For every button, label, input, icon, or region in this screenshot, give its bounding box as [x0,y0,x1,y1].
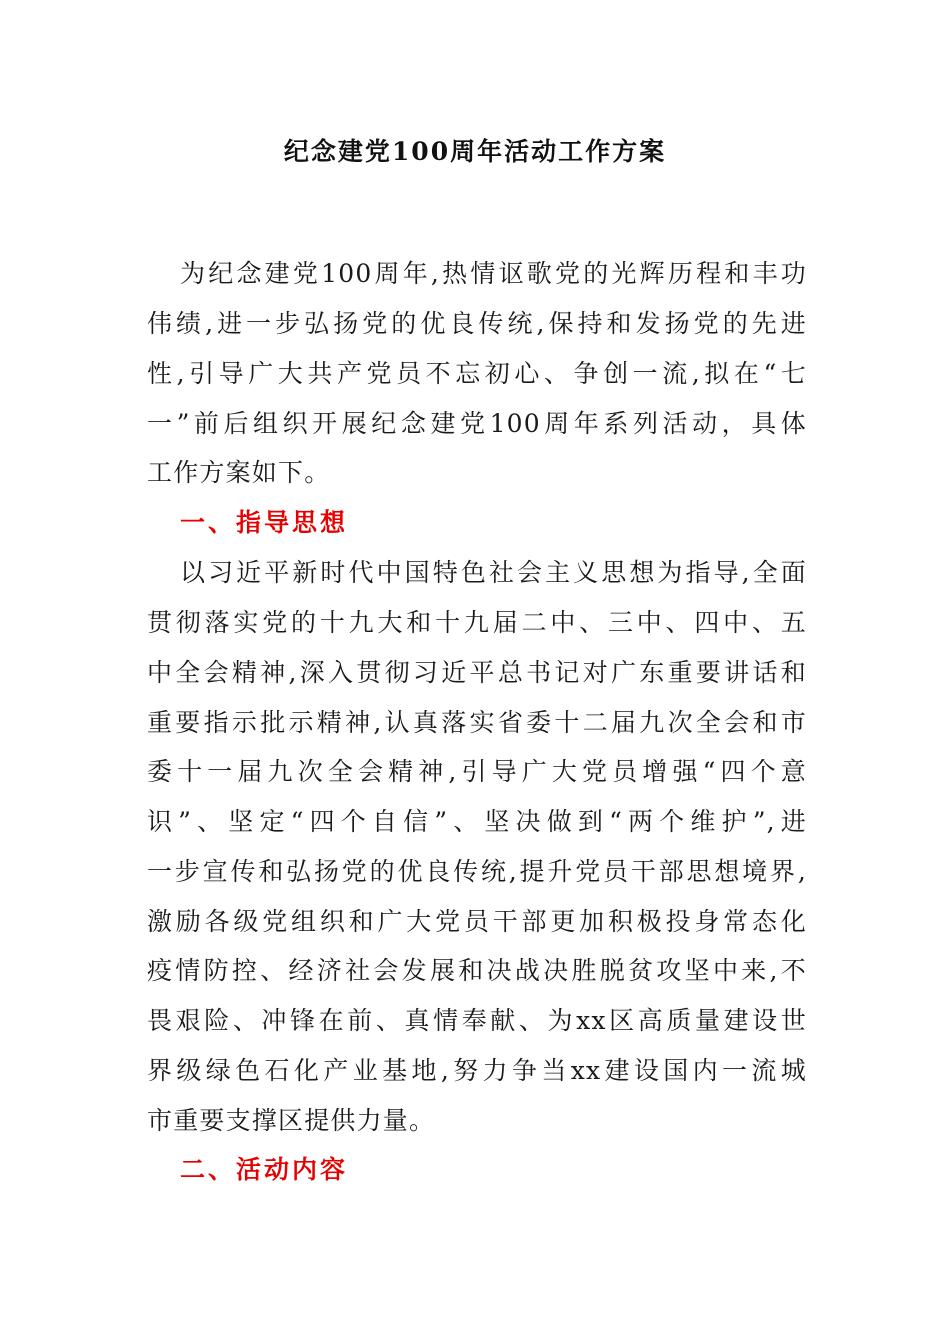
section1-line: 中全会精神,深入贯彻习近平总书记对广东重要讲话和 [147,658,807,687]
section1-line: 畏艰险、冲锋在前、真情奉献、为xx区高质量建设世 [147,1006,807,1035]
section1-line: 委十一届九次全会精神,引导广大党员增强“四个意 [147,757,807,786]
section1-line: 重要指示批示精神,认真落实省委十二届九次全会和市 [147,708,807,737]
intro-line: 性,引导广大共产党员不忘初心、争创一流,拟在“七 [147,359,807,388]
section1-line: 疫情防控、经济社会发展和决战决胜脱贫攻坚中来,不 [147,956,807,985]
intro-line: 为纪念建党100周年,热情讴歌党的光辉历程和丰功 [180,259,807,288]
intro-line: 工作方案如下。 [147,458,331,487]
section1-line: 激励各级党组织和广大党员干部更加积极投身常态化 [147,907,807,936]
section1-line: 以习近平新时代中国特色社会主义思想为指导,全面 [180,558,807,587]
section-heading-guiding-ideology: 一、指导思想 [180,508,349,537]
section1-line: 贯彻落实党的十九大和十九届二中、三中、四中、五 [147,608,807,637]
section1-line: 界级绿色石化产业基地,努力争当xx建设国内一流城 [147,1056,807,1085]
document-title: 纪念建党100周年活动工作方案 [283,137,667,166]
section1-line: 识”、坚定“四个自信”、坚决做到“两个维护”,进 [147,807,807,836]
section1-line: 市重要支撑区提供力量。 [147,1106,436,1135]
intro-line: 一”前后组织开展纪念建党100周年系列活动，具体 [147,409,807,438]
intro-line: 伟绩,进一步弘扬党的优良传统,保持和发扬党的先进 [147,309,807,338]
section-heading-activity-content: 二、活动内容 [180,1155,349,1184]
section1-line: 一步宣传和弘扬党的优良传统,提升党员干部思想境界, [147,857,807,886]
